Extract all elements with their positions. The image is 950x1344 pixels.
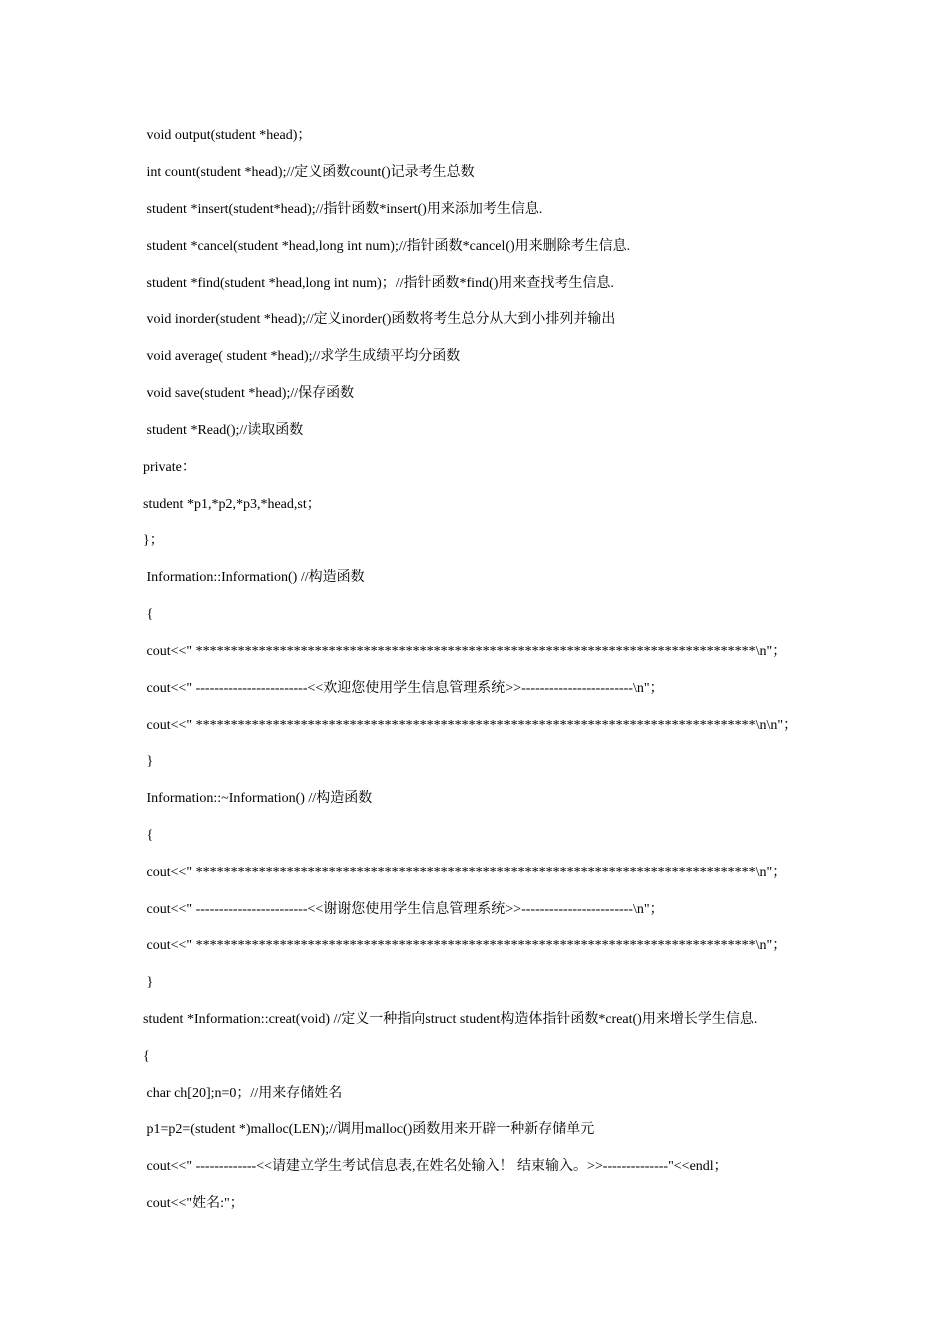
- code-line: p1=p2=(student *)malloc(LEN);//调用malloc()函数用来开辟一种新存储单元: [143, 1122, 595, 1137]
- code-line: void average( student *head);//求学生成绩平均分函数: [143, 349, 461, 364]
- code-line: cout<<" -------------<<请建立学生考试信息表,在姓名处输入！ 结束输入。>>--------------"<<endl；: [143, 1159, 728, 1174]
- code-line: }: [143, 754, 154, 769]
- code-line: cout<<"姓名:"；: [143, 1196, 244, 1211]
- code-line: student *Information::creat(void) //定义一种指向struct student构造体指针函数*creat()用来增长学生信息.: [143, 1012, 758, 1027]
- code-line: int count(student *head);//定义函数count()记录考生总数: [143, 165, 475, 180]
- code-line: {: [143, 607, 154, 622]
- code-line: {: [143, 828, 154, 843]
- code-line: student *insert(student*head);//指针函数*insert()用来添加考生信息.: [143, 202, 543, 217]
- code-line: cout<<" ********************************************************************************\n\n"；: [143, 718, 798, 733]
- code-line: student *find(student *head,long int num)；//指针函数*find()用来查找考生信息.: [143, 276, 614, 291]
- code-line: student *Read();//读取函数: [143, 423, 304, 438]
- code-line: }: [143, 975, 154, 990]
- code-line: }；: [143, 533, 164, 548]
- code-line: char ch[20];n=0；//用来存储姓名: [143, 1086, 343, 1101]
- code-line: cout<<" ********************************************************************************\n"；: [143, 938, 787, 953]
- code-line: cout<<" ------------------------<<欢迎您使用学生信息管理系统>>------------------------\n"；: [143, 681, 664, 696]
- code-line: void save(student *head);//保存函数: [143, 386, 355, 401]
- code-line: void output(student *head)；: [143, 128, 312, 143]
- code-line: cout<<" ********************************************************************************\n"；: [143, 865, 787, 880]
- code-line: private：: [143, 460, 196, 475]
- code-line: cout<<" ------------------------<<谢谢您使用学生信息管理系统>>------------------------\n"；: [143, 902, 664, 917]
- code-line: student *cancel(student *head,long int num);//指针函数*cancel()用来删除考生信息.: [143, 239, 631, 254]
- code-line: {: [143, 1049, 150, 1064]
- code-line: cout<<" ********************************************************************************\n"；: [143, 644, 787, 659]
- code-line: Information::Information() //构造函数: [143, 570, 365, 585]
- code-line: void inorder(student *head);//定义inorder()函数将考生总分从大到小排列并输出: [143, 312, 616, 327]
- code-line: student *p1,*p2,*p3,*head,st；: [143, 497, 321, 512]
- code-line: Information::~Information() //构造函数: [143, 791, 373, 806]
